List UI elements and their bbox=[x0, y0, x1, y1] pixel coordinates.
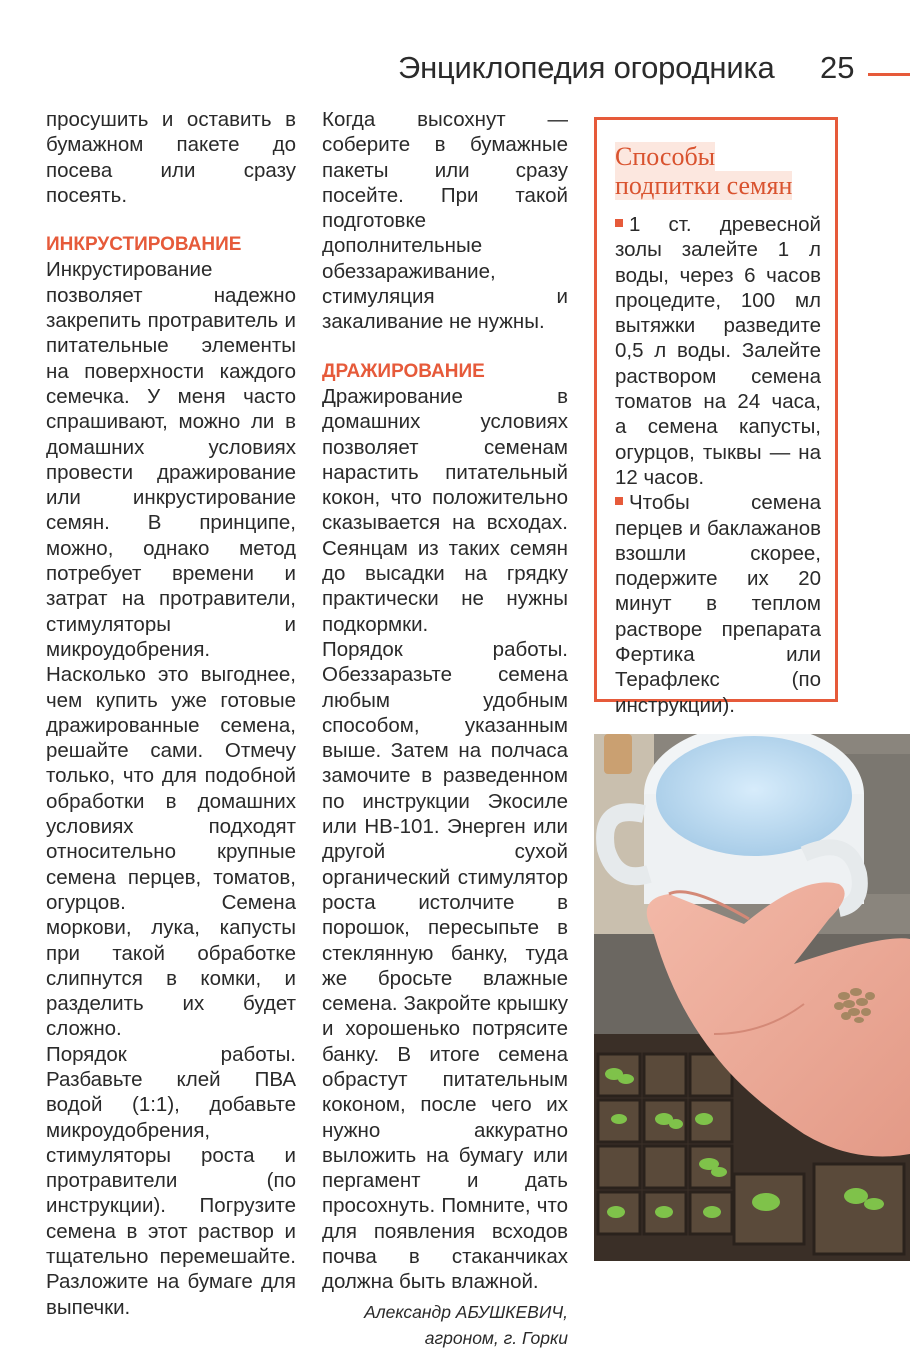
sidebar-item-text: 1 ст. древесной золы залейте 1 л воды, через 6 часов процедите, 100 мл вытяжки разведите 0,5 л воды. Залейте раствором семена томатов на 24 часа, а семена капусты, огурцов, тыквы — на 12 часов. bbox=[615, 213, 821, 489]
bullet-square-icon bbox=[615, 497, 623, 505]
bullet-square-icon bbox=[615, 219, 623, 227]
sidebar-title-line-2: подпитки семян bbox=[615, 171, 793, 200]
sidebar-title bbox=[615, 142, 821, 200]
column2-paragraph-2: Порядок работы. Обеззаразьте семена любым удобным способом, указанным выше. Затем на полчаса замочите в разведенном по инструкции Экосиле или НВ-101. Энерген или другой сухой органический стимулятор роста истолчите в порошок, пересыпьте в стеклянную банку, туда же бросьте влажные семена. Закройте крышку и хорошенько потрясите банку. В итоге семена обрастут питательным коконом, после чего их нужно аккуратно выложить на бумагу или пергамент и дать просохнуть. Помните, что для появления всходов почва в стаканчиках должна быть влажной. bbox=[322, 637, 568, 1294]
author-role: агроном, г. Горки bbox=[424, 1327, 568, 1348]
sidebar-item bbox=[615, 490, 821, 718]
column2-intro: Когда высохнут — соберите в бумажные пакеты или сразу посейте. При такой подготовке дополнительные обеззараживание, стимуляция и закаливание не нужны. bbox=[322, 108, 568, 334]
column2-paragraph-1: Дражирование в домашних условиях позволяет семенам нарастить питательный кокон, что положительно сказывается на всходах. Сеянцам из таких семян до высадки на грядку практически не нужны подкормки. bbox=[322, 384, 568, 636]
article-column-1 bbox=[46, 107, 296, 1320]
photo-hand-with-seeds bbox=[594, 734, 910, 1261]
author-signature bbox=[322, 1299, 568, 1351]
header-rule bbox=[868, 73, 910, 76]
sidebar-item bbox=[615, 212, 821, 490]
section-heading-dragee: ДРАЖИРОВАНИЕ bbox=[322, 360, 485, 382]
column1-paragraph-1: Инкрустирование позволяет надежно закрепить протравитель и питательные элементы на поверхности каждого семечка. У меня часто спрашивают, можно ли в домашних условиях провести дражирование или инкрустирование семян. В принципе, можно, однако метод потребует времени и затрат на протравители, стимуляторы и микроудобрения. Насколько это выгоднее, чем купить уже готовые дражированные семена, решайте сами. Отмечу только, что для подобной обработки в домашних условиях подходят относительно крупные семена перцев, томатов, огурцов. Семена моркови, лука, капусты при такой обработке слипнутся в комки, и разделить их будет сложно. bbox=[46, 258, 296, 1041]
sidebar-box bbox=[594, 117, 838, 717]
magazine-section-title: Энциклопедия огородника bbox=[398, 50, 775, 85]
sidebar-title-line-1: Способы bbox=[615, 142, 716, 171]
photo-illustration bbox=[594, 734, 910, 1261]
section-heading-incrustation: ИНКРУСТИРОВАНИЕ bbox=[46, 234, 242, 256]
sidebar-item-text: Чтобы семена перцев и баклажанов взошли скорее, подержите их 20 минут в теплом растворе препарата Фертика или Терафлекс (по инструкции). bbox=[615, 491, 821, 717]
page-number: 25 bbox=[820, 50, 855, 85]
article-column-2 bbox=[322, 107, 568, 1351]
author-name: Александр АБУШКЕВИЧ, bbox=[364, 1301, 568, 1322]
column1-intro: просушить и оставить в бумажном пакете до посева или сразу посеять. bbox=[46, 108, 296, 207]
column1-paragraph-2: Порядок работы. Разбавьте клей ПВА водой (1:1), добавьте микроудобрения, стимуляторы роста и протравители (по инструкции). Погрузите семена в этот раствор и тщательно перемешайте. Разложите на бумаге для выпечки. bbox=[46, 1042, 296, 1319]
